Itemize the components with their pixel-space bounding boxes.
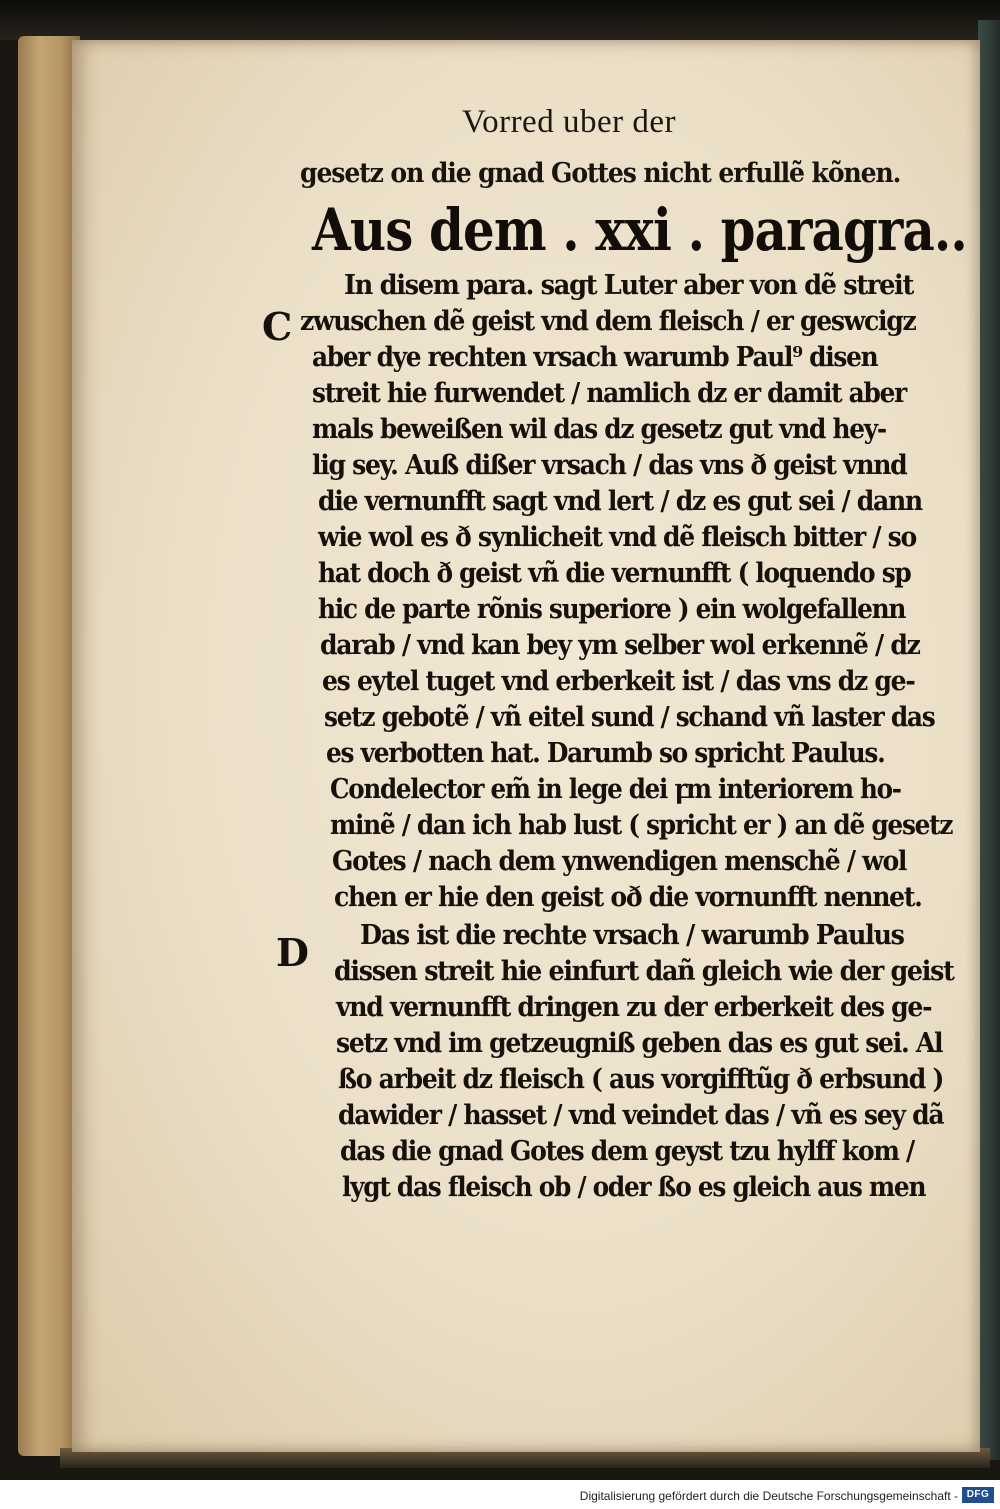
text-line: zwuschen dẽ geist vnd dem fleisch / er geswcigz (300, 306, 916, 337)
text-line: die vernunfft sagt vnd lert / dz es gut sei / dann (318, 486, 922, 517)
subheading: gesetz on die gnad Gottes nicht erfullẽ kõnen. (300, 158, 901, 189)
book-right-edge (978, 20, 1000, 1460)
text-line: lygt das fleisch ob / oder ßo es gleich aus men (342, 1172, 926, 1203)
text-line: Gotes / nach dem ynwendigen menschẽ / wol (332, 846, 907, 877)
text-line: hat doch ð geist vñ die vernunfft ( loquendo sp (318, 558, 911, 589)
text-line: dissen streit hie einfurt dañ gleich wie der geist (334, 956, 954, 987)
text-line: hic de parte rõnis superiore ) ein wolgefallenn (318, 594, 906, 625)
text-line: es eytel tuget vnd erberkeit ist / das vns dz ge- (322, 666, 915, 697)
text-line: dawider / hasset / vnd veindet das / vñ es sey dã (338, 1100, 944, 1131)
text-line: lig sey. Auß dißer vrsach / das vns ð geist vnnd (312, 450, 907, 481)
text-line: es verbotten hat. Darumb so spricht Paulus. (326, 738, 885, 769)
text-line: setz gebotẽ / vñ eitel sund / schand vñ laster das (324, 702, 935, 733)
text-line: mals beweißen wil das dz gesetz gut vnd hey- (312, 414, 886, 445)
running-head: Vorred uber der (462, 104, 676, 140)
text-line: Condelector em̃ in lege dei ꝼm interiorem ho- (330, 774, 901, 805)
book-cover-edge (18, 36, 80, 1456)
section-title: Aus dem . xxi . paragra.. (312, 196, 967, 264)
paragraph-mark-c: C (262, 304, 293, 349)
text-line: setz vnd im getzeugniß geben das es gut sei. Al (336, 1028, 943, 1059)
text-line: In disem para. sagt Luter aber von dẽ streit (344, 270, 914, 301)
text-line: minẽ / dan ich hab lust ( spricht er ) an dẽ gesetz (330, 810, 953, 841)
text-line: Das ist die rechte vrsach / warumb Paulus (360, 920, 904, 951)
text-line: streit hie furwendet / namlich dz er damit aber (312, 378, 906, 409)
dfg-logo: DFG (962, 1487, 994, 1503)
paragraph-mark-d: D (276, 930, 309, 975)
text-line: das die gnad Gotes dem geyst tzu hylff kom / (340, 1136, 914, 1167)
text-line: vnd vernunfft dringen zu der erberkeit des ge- (336, 992, 932, 1023)
text-line: wie wol es ð synlicheit vnd dẽ fleisch bitter / so (318, 522, 916, 553)
footer (0, 1480, 1000, 1509)
text-line: aber dye rechten vrsach warumb Paul⁹ disen (312, 342, 878, 373)
scan-background-top (0, 0, 1000, 40)
footer-credit: Digitalisierung gefördert durch die Deutsche Forschungsgemeinschaft - (579, 1489, 958, 1503)
text-line: chen er hie den geist oð die vornunfft nennet. (334, 882, 922, 913)
text-line: darab / vnd kan bey ym selber wol erkennẽ / dz (320, 630, 920, 661)
text-line: ßo arbeit dz fleisch ( aus vorgifftũg ð erbsund ) (338, 1064, 944, 1095)
